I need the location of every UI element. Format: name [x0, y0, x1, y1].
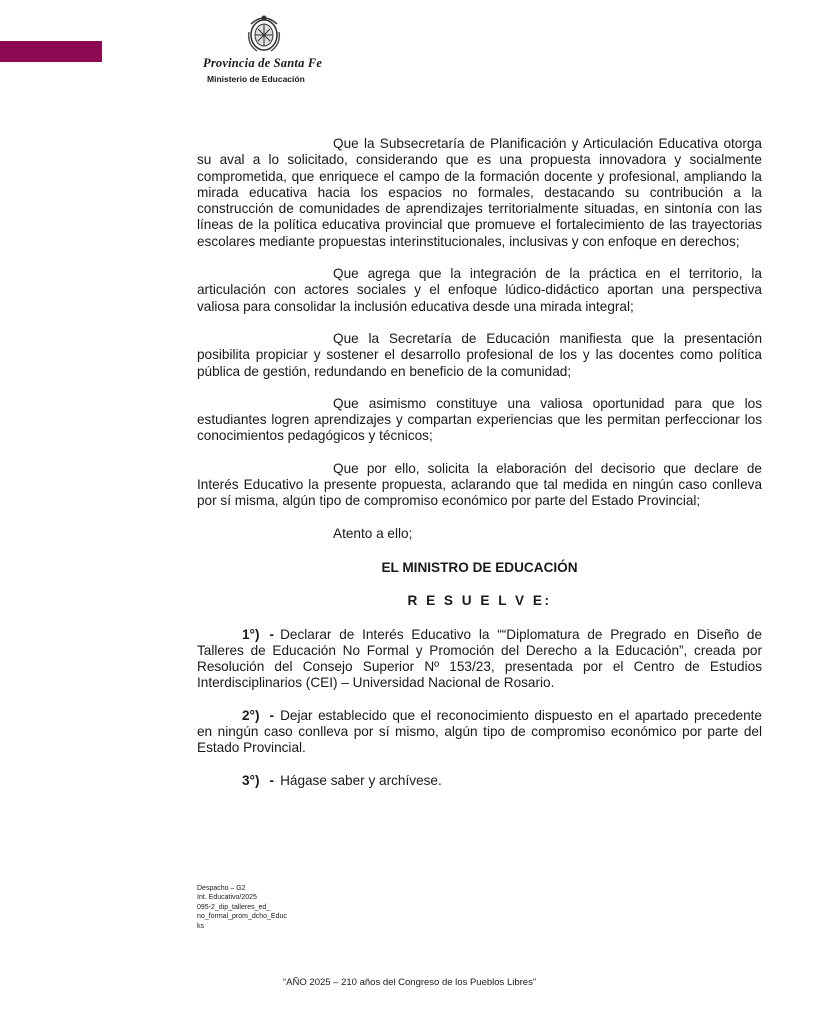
resuelve-heading: R E S U E L V E: [407, 593, 552, 609]
article-1 [197, 627, 762, 692]
considerando-paragraph: Que la Subsecretaría de Planificación y Articulación Educativa otorga su aval a lo solicitado, considerando que es una propuesta innovadora y socialmente comprometida, que enriquece el campo de la formación docente y profesional, ampliando la mirada educativa hacia los espacios no formales, destacando su contribución a la construcción de comunidades de aprendizajes territorialmente situadas, en sintonía con las líneas de la política educativa provincial que promueve el fortalecimiento de las trayectorias escolares mediante propuestas interinstitucionales, inclusivas y con enfoque en derechos; [197, 136, 762, 249]
reference-line: Int. Educativo/2025 [197, 894, 257, 902]
article-number: 3°) [242, 772, 260, 788]
article-text: Declarar de Interés Educativo la ““Diplomatura de Pregrado en Diseño de Talleres de Educación No Formal y Promoción del Derecho a la Educación”, creada por Resolución del Consejo Superior Nº 153/23, presentada por el Centro de Estudios Interdisciplinarios (CEI) – Universidad Nacional de Rosario. [197, 626, 762, 691]
article-number: 2°) [242, 707, 260, 723]
reference-line: ks [197, 922, 204, 930]
coat-of-arms-icon [245, 14, 283, 54]
article-number: 1°) [242, 626, 260, 642]
article-dash: - [269, 772, 275, 788]
minister-heading: EL MINISTRO DE EDUCACIÓN [381, 559, 578, 575]
reference-line: 095-2_dip_talleres_ed_ [197, 903, 271, 911]
document-reference [197, 884, 307, 931]
document-body [197, 136, 762, 805]
article-2 [197, 708, 762, 757]
footer-motto: “AÑO 2025 – 210 años del Congreso de los Pueblos Libres” [283, 977, 536, 988]
considerando-paragraph: Que agrega que la integración de la práctica en el territorio, la articulación con actores sociales y el enfoque lúdico-didáctico aportan una perspectiva valiosa para consolidar la inclusión educativa desde una mirada integral; [197, 266, 762, 314]
considerando-paragraph: Que por ello, solicita la elaboración del decisorio que declare de Interés Educativo la presente propuesta, aclarando que tal medida en ningún caso conlleva por sí misma, algún tipo de compromiso económico por parte del Estado Provincial; [197, 460, 762, 509]
ministry-name: Ministerio de Educación [207, 74, 305, 84]
province-name: Provincia de Santa Fe [203, 56, 323, 70]
atento-line: Atento a ello; [333, 525, 413, 541]
article-text: Hágase saber y archívese. [280, 772, 442, 788]
reference-line: Despacho – G2 [197, 885, 246, 892]
article-text: Dejar establecido que el reconocimiento dispuesto en el apartado precedente en ningún caso conlleva por sí mismo, algún tipo de compromiso económico por parte del Estado Provincial. [197, 707, 762, 756]
considerando-paragraph: Que asimismo constituye una valiosa oportunidad para que los estudiantes logren aprendizajes y compartan experiencias que les permitan perfeccionar los conocimientos pedagógicos y técnicos; [197, 395, 762, 444]
article-3 [197, 773, 762, 789]
article-dash: - [269, 707, 275, 723]
considerando-paragraph: Que la Secretaría de Educación manifiesta que la presentación posibilita propiciar y sostener el desarrollo profesional de los y las docentes como política pública de gestión, redundando en beneficio de la comunidad; [197, 330, 762, 379]
reference-line: no_formal_prom_dcho_Educ [197, 913, 287, 921]
accent-bar [0, 41, 102, 62]
article-dash: - [269, 626, 275, 642]
